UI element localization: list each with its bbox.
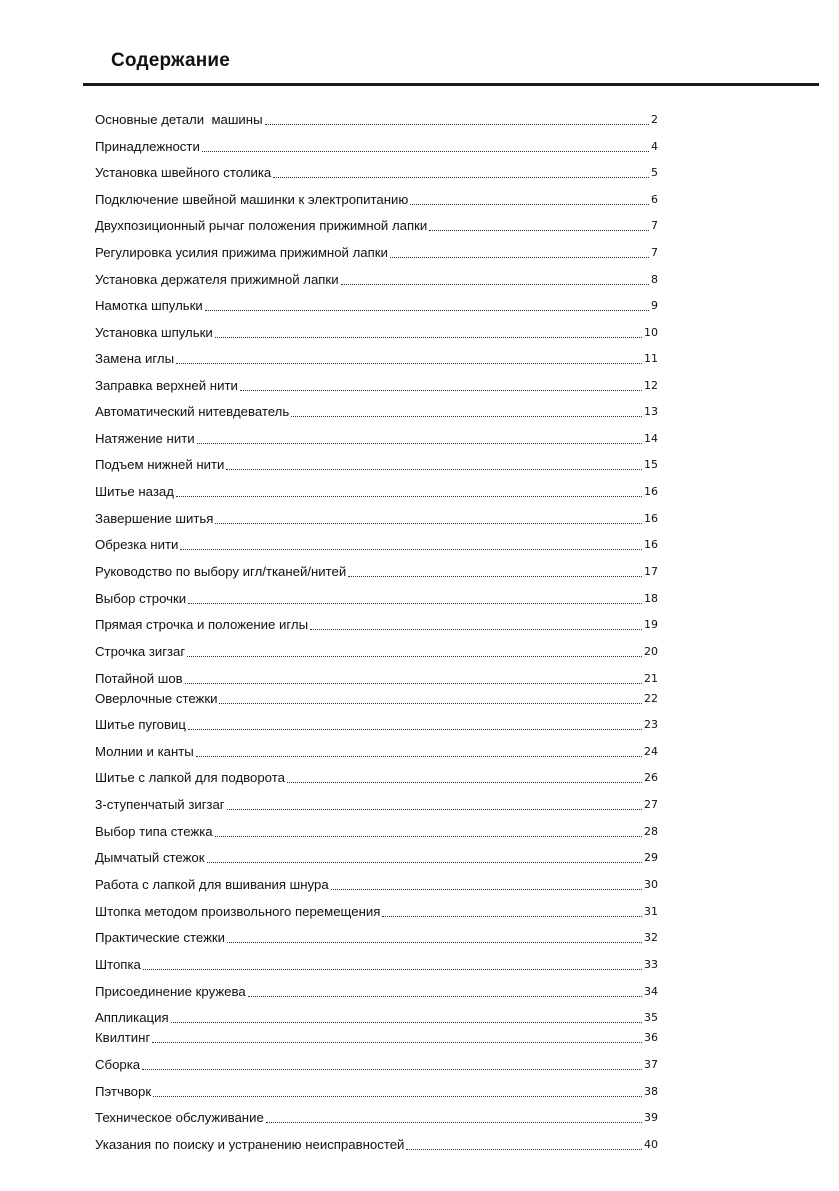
toc-entry-title: Выбор строчки	[95, 591, 187, 606]
toc-entry-page-number: 27	[644, 798, 658, 811]
toc-entry-page-number: 20	[644, 645, 658, 658]
toc-entry[interactable]	[95, 795, 658, 813]
toc-entry-page-number: 39	[644, 1111, 658, 1124]
toc-entry-title: Дымчатый стежок	[95, 850, 205, 865]
title-divider	[83, 83, 819, 86]
toc-entry[interactable]	[95, 296, 658, 314]
toc-entry-title: Указания по поиску и устранению неисправностей	[95, 1137, 405, 1152]
toc-entry-page-number: 9	[651, 299, 658, 312]
toc-entry[interactable]	[95, 1055, 658, 1073]
toc-entry[interactable]	[95, 669, 658, 687]
toc-entry-page-number: 17	[644, 565, 658, 578]
dot-leader	[226, 469, 642, 470]
dot-leader	[219, 703, 642, 704]
toc-entry-title: Регулировка усилия прижима прижимной лапки	[95, 245, 388, 260]
toc-entry[interactable]	[95, 615, 658, 633]
page-title: Содержание	[111, 50, 231, 71]
toc-entry-page-number: 24	[644, 745, 658, 758]
toc-entry-page-number: 30	[644, 878, 658, 891]
dot-leader	[180, 549, 642, 550]
toc-entry[interactable]	[95, 902, 658, 920]
toc-entry-page-number: 7	[651, 246, 658, 259]
toc-entry[interactable]	[95, 137, 658, 155]
dot-leader	[429, 230, 649, 231]
dot-leader	[410, 204, 649, 205]
toc-entry-title: Выбор типа стежка	[95, 824, 213, 839]
toc-entry-page-number: 12	[644, 379, 658, 392]
toc-entry-title: Установка шпульки	[95, 325, 213, 340]
toc-entry[interactable]	[95, 1108, 658, 1126]
toc-entry-page-number: 2	[651, 113, 658, 126]
toc-entry-page-number: 16	[644, 512, 658, 525]
dot-leader	[390, 257, 649, 258]
dot-leader	[215, 337, 642, 338]
toc-entry-page-number: 28	[644, 825, 658, 838]
dot-leader	[265, 124, 649, 125]
toc-entry-title: Руководство по выбору игл/тканей/нитей	[95, 564, 347, 579]
dot-leader	[143, 969, 642, 970]
toc-entry[interactable]	[95, 270, 658, 288]
toc-entry-title: Техническое обслуживание	[95, 1110, 264, 1125]
toc-entry-page-number: 37	[644, 1058, 658, 1071]
dot-leader	[153, 1096, 642, 1097]
dot-leader	[291, 416, 642, 417]
toc-entry-title: Молнии и канты	[95, 744, 194, 759]
toc-entry-page-number: 38	[644, 1085, 658, 1098]
dot-leader	[197, 443, 642, 444]
toc-entry-title: Практические стежки	[95, 930, 226, 945]
toc-entry[interactable]	[95, 742, 658, 760]
toc-entry-page-number: 23	[644, 718, 658, 731]
toc-entry-title: Присоединение кружева	[95, 984, 246, 999]
toc-entry-page-number: 14	[644, 432, 658, 445]
toc-entry-title: Обрезка нити	[95, 537, 179, 552]
toc-entry[interactable]	[95, 955, 658, 973]
toc-entry[interactable]	[95, 1028, 658, 1046]
dot-leader	[205, 310, 649, 311]
toc-entry-page-number: 26	[644, 771, 658, 784]
toc-entry-title: Пэтчворк	[95, 1084, 152, 1099]
dot-leader	[215, 523, 642, 524]
dot-leader	[202, 151, 649, 152]
toc-entry-page-number: 15	[644, 458, 658, 471]
dot-leader	[176, 363, 642, 364]
dot-leader	[196, 756, 642, 757]
toc-entry-title: 3-ступенчатый зигзаг	[95, 797, 225, 812]
toc-entry-page-number: 22	[644, 692, 658, 705]
toc-entry-title: Намотка шпульки	[95, 298, 203, 313]
toc-entry[interactable]	[95, 1135, 658, 1153]
toc-entry-title: Штопка методом произвольного перемещения	[95, 904, 381, 919]
toc-entry-page-number: 6	[651, 193, 658, 206]
toc-entry-page-number: 10	[644, 326, 658, 339]
dot-leader	[406, 1149, 642, 1150]
toc-entry-page-number: 31	[644, 905, 658, 918]
toc-entry-page-number: 8	[651, 273, 658, 286]
dot-leader	[382, 916, 642, 917]
toc-entry-page-number: 4	[651, 140, 658, 153]
toc-entry[interactable]	[95, 190, 658, 208]
dot-leader	[287, 782, 642, 783]
dot-leader	[207, 862, 642, 863]
toc-entry[interactable]	[95, 562, 658, 580]
toc-entry-title: Основные детали машины	[95, 112, 263, 127]
toc-entry-page-number: 32	[644, 931, 658, 944]
dot-leader	[215, 836, 642, 837]
dot-leader	[341, 284, 649, 285]
toc-entry[interactable]	[95, 1082, 658, 1100]
toc-entry-page-number: 40	[644, 1138, 658, 1151]
toc-entry[interactable]	[95, 110, 658, 128]
dot-leader	[171, 1022, 642, 1023]
toc-entry-page-number: 29	[644, 851, 658, 864]
toc-entry-page-number: 36	[644, 1031, 658, 1044]
toc-entry-page-number: 16	[644, 485, 658, 498]
toc-entry-title: Строчка зигзаг	[95, 644, 186, 659]
toc-entry-page-number: 21	[644, 672, 658, 685]
dot-leader	[331, 889, 642, 890]
toc-entry-page-number: 35	[644, 1011, 658, 1024]
toc-entry[interactable]	[95, 216, 658, 234]
toc-entry-title: Аппликация	[95, 1010, 169, 1025]
toc-entry[interactable]	[95, 982, 658, 1000]
toc-entry-title: Штопка	[95, 957, 141, 972]
toc-entry-page-number: 5	[651, 166, 658, 179]
toc-entry[interactable]	[95, 402, 658, 420]
dot-leader	[227, 942, 642, 943]
toc-entry-title: Принадлежности	[95, 139, 200, 154]
dot-leader	[188, 729, 642, 730]
toc-entry-title: Замена иглы	[95, 351, 175, 366]
dot-leader	[248, 996, 642, 997]
toc-entry[interactable]	[95, 349, 658, 367]
dot-leader	[240, 390, 642, 391]
toc-entry-title: Шитье пуговиц	[95, 717, 186, 732]
toc-entry-page-number: 18	[644, 592, 658, 605]
toc-entry-page-number: 13	[644, 405, 658, 418]
toc-entry[interactable]	[95, 509, 658, 527]
toc-entry-page-number: 11	[644, 352, 658, 365]
toc-entry-title: Прямая строчка и положение иглы	[95, 617, 309, 632]
dot-leader	[152, 1042, 642, 1043]
toc-entry[interactable]	[95, 535, 658, 553]
toc-entry-title: Потайной шов	[95, 671, 183, 686]
toc-entry[interactable]	[95, 928, 658, 946]
toc-entry-page-number: 7	[651, 219, 658, 232]
toc-entry-title: Сборка	[95, 1057, 141, 1072]
dot-leader	[176, 496, 642, 497]
toc-entry-title: Установка держателя прижимной лапки	[95, 272, 339, 287]
toc-entry-title: Заправка верхней нити	[95, 378, 238, 393]
toc-entry-page-number: 33	[644, 958, 658, 971]
toc-entry[interactable]	[95, 323, 658, 341]
toc-entry-title: Двухпозиционный рычаг положения прижимной лапки	[95, 218, 428, 233]
toc-entry-title: Квилтинг	[95, 1030, 151, 1045]
toc-entry[interactable]	[95, 243, 658, 261]
dot-leader	[185, 683, 642, 684]
toc-entry[interactable]	[95, 1008, 658, 1026]
toc-entry-page-number: 16	[644, 538, 658, 551]
toc-entry[interactable]	[95, 429, 658, 447]
dot-leader	[348, 576, 642, 577]
toc-entry-title: Подъем нижней нити	[95, 457, 225, 472]
toc-entry[interactable]	[95, 163, 658, 181]
toc-entry[interactable]	[95, 875, 658, 893]
toc-entry[interactable]	[95, 376, 658, 394]
dot-leader	[142, 1069, 642, 1070]
toc-entry-title: Оверлочные стежки	[95, 691, 218, 706]
toc-entry-title: Шитье с лапкой для подворота	[95, 770, 285, 785]
toc-entry[interactable]	[95, 455, 658, 473]
dot-leader	[188, 603, 642, 604]
toc-entry[interactable]	[95, 822, 658, 840]
toc-entry[interactable]	[95, 715, 658, 733]
toc-entry[interactable]	[95, 848, 658, 866]
toc-entry-title: Шитье назад	[95, 484, 174, 499]
dot-leader	[227, 809, 642, 810]
dot-leader	[310, 629, 642, 630]
dot-leader	[273, 177, 649, 178]
toc-entry[interactable]	[95, 589, 658, 607]
dot-leader	[187, 656, 642, 657]
toc-entry[interactable]	[95, 482, 658, 500]
toc-entry-title: Работа с лапкой для вшивания шнура	[95, 877, 329, 892]
toc-entry[interactable]	[95, 689, 658, 707]
toc-entry[interactable]	[95, 768, 658, 786]
toc-entry-page-number: 34	[644, 985, 658, 998]
toc-entry-title: Завершение шитья	[95, 511, 214, 526]
toc-entry-page-number: 19	[644, 618, 658, 631]
toc-entry-title: Натяжение нити	[95, 431, 195, 446]
toc-entry[interactable]	[95, 642, 658, 660]
toc-entry-title: Автоматический нитевдеватель	[95, 404, 290, 419]
dot-leader	[266, 1122, 642, 1123]
toc-entry-title: Установка швейного столика	[95, 165, 272, 180]
toc-entry-title: Подключение швейной машинки к электропитанию	[95, 192, 409, 207]
